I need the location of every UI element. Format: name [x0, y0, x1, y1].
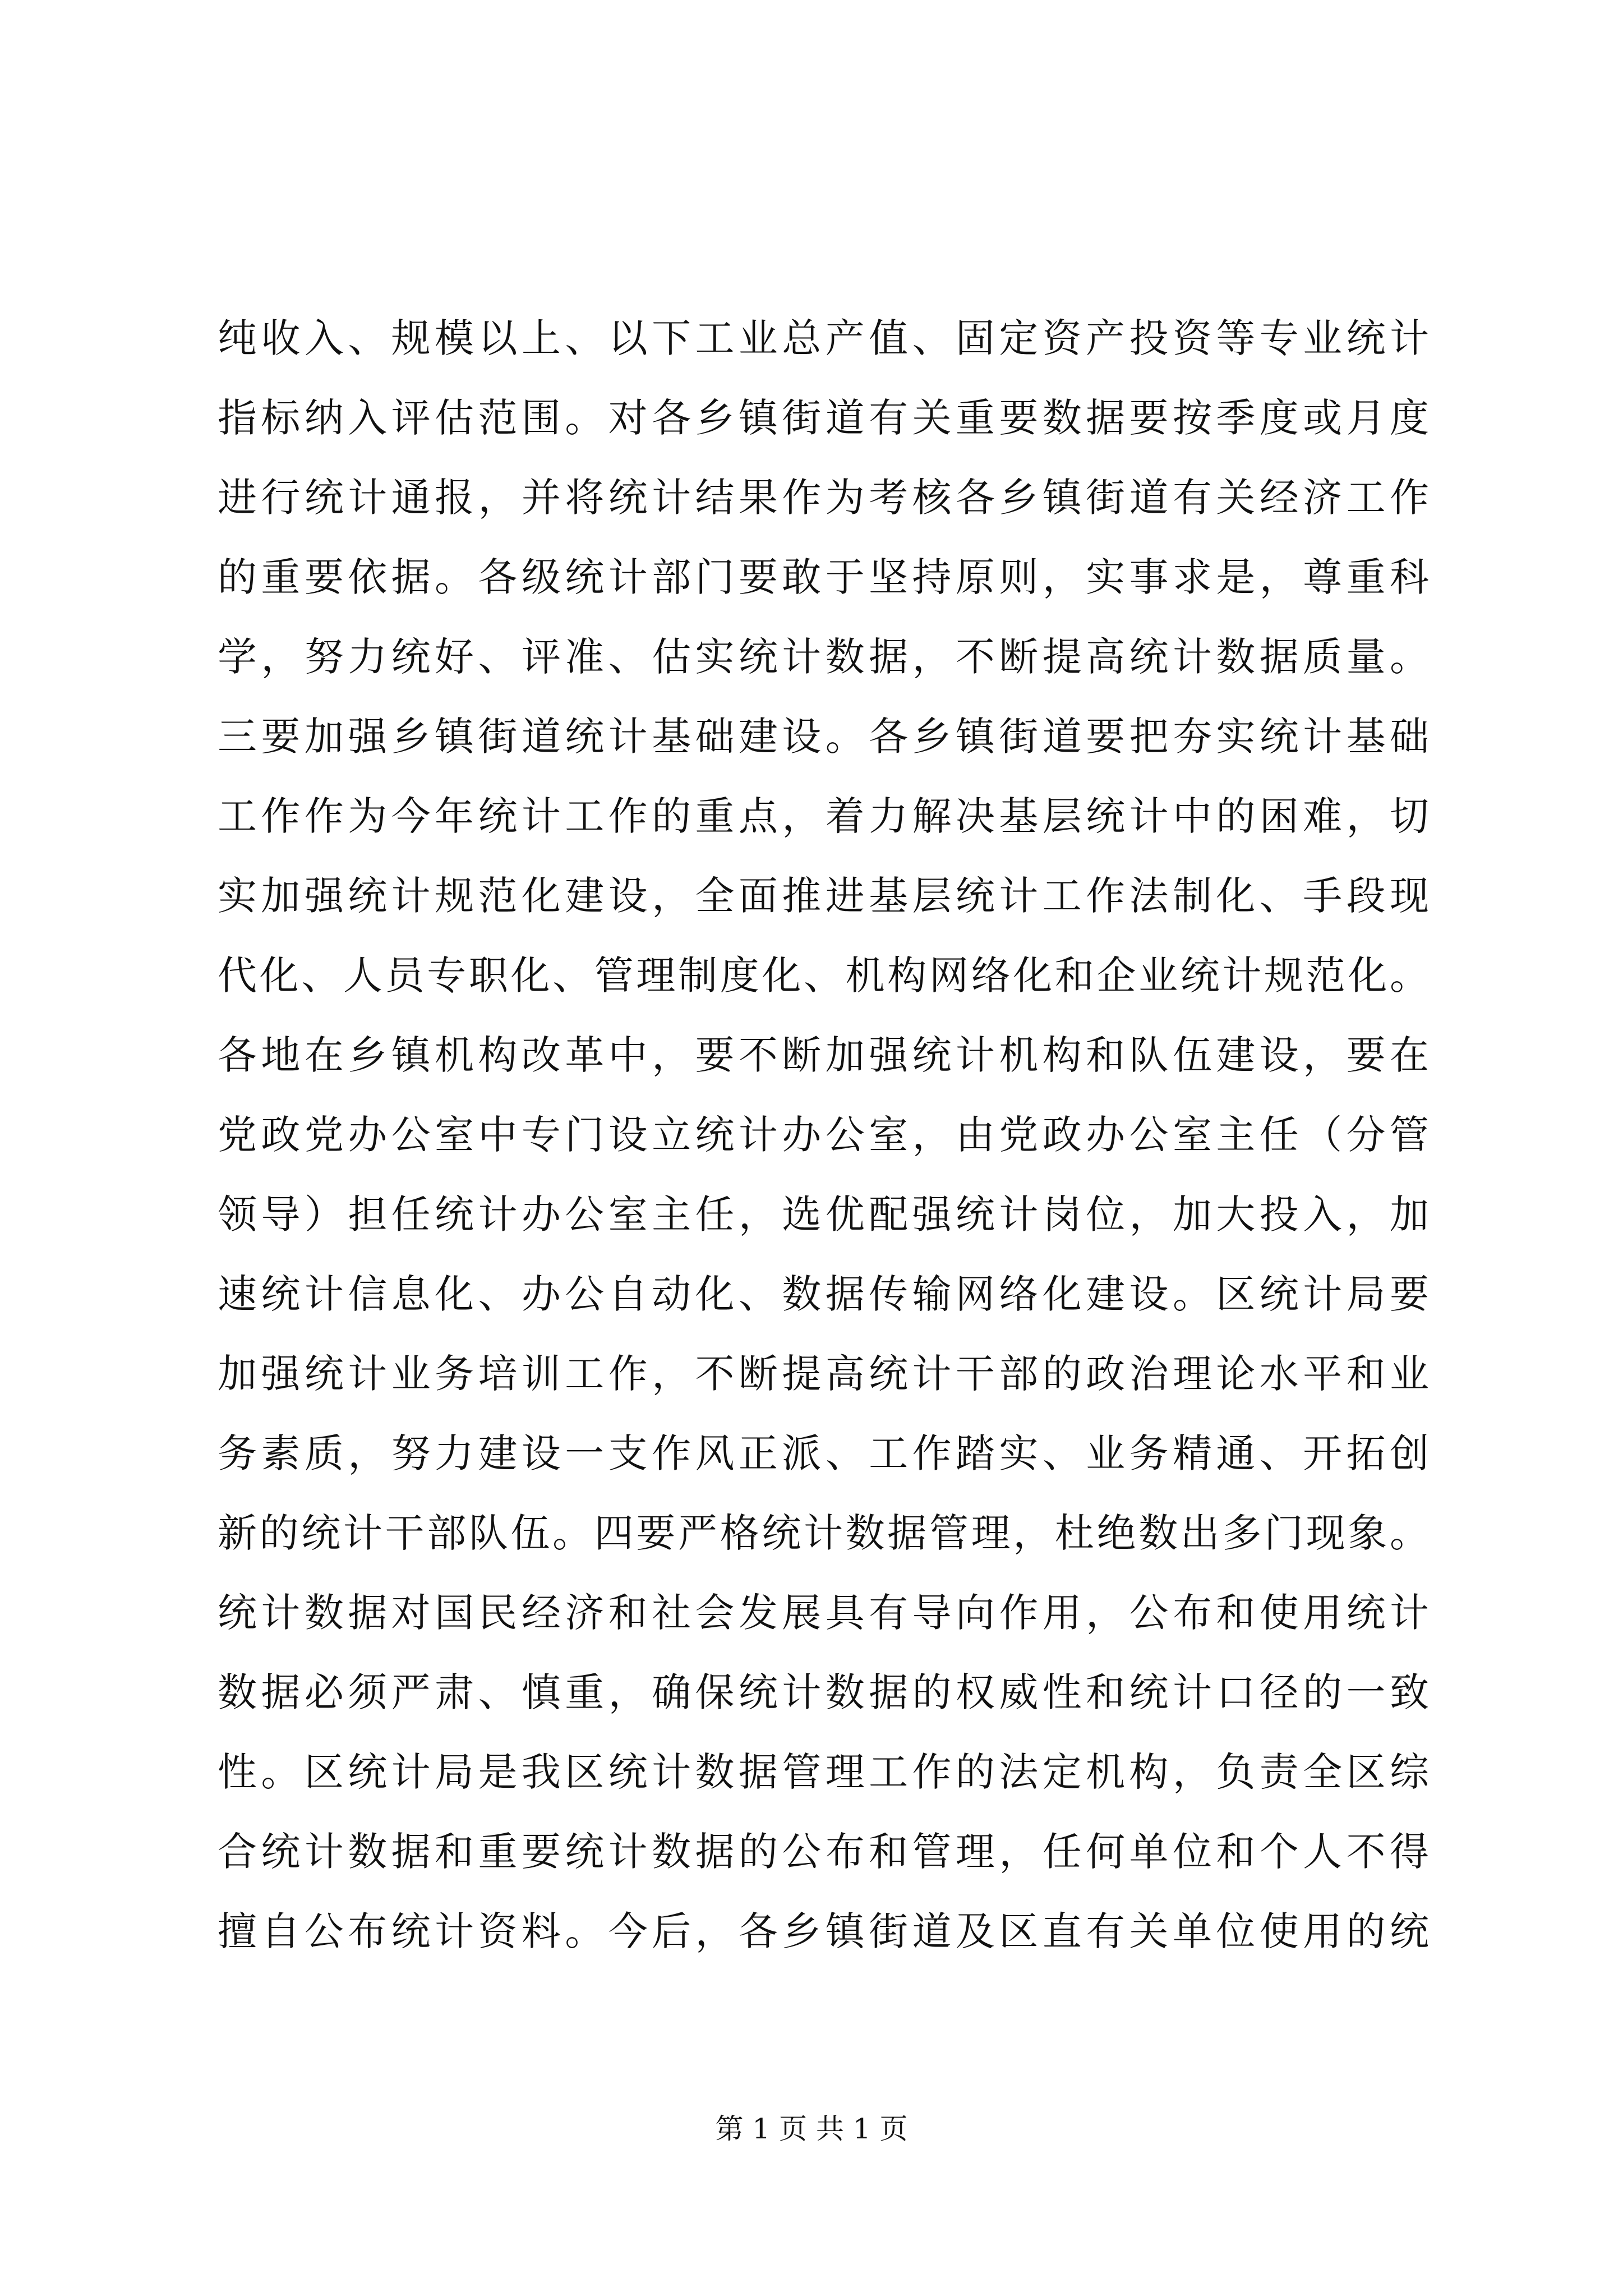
text-line: 速统计信息化、办公自动化、数据传输网络化建设。区统计局要: [218, 1271, 1429, 1317]
text-line: 的重要依据。各级统计部门要敢于坚持原则，实事求是，尊重科: [218, 554, 1429, 600]
text-line: 三要加强乡镇街道统计基础建设。各乡镇街道要把夯实统计基础: [218, 714, 1429, 760]
text-line: 学，努力统好、评准、估实统计数据，不断提高统计数据质量。: [218, 634, 1429, 680]
text-line: 数据必须严肃、慎重，确保统计数据的权威性和统计口径的一致: [218, 1669, 1429, 1715]
text-line: 加强统计业务培训工作，不断提高统计干部的政治理论水平和业: [218, 1351, 1429, 1397]
text-line: 领导）担任统计办公室主任，选优配强统计岗位，加大投入，加: [218, 1191, 1429, 1237]
text-line: 工作作为今年统计工作的重点，着力解决基层统计中的困难，切: [218, 793, 1429, 839]
text-line: 实加强统计规范化建设，全面推进基层统计工作法制化、手段现: [218, 873, 1429, 919]
page-footer: 第 1 页 共 1 页: [715, 2113, 908, 2145]
text-line: 新的统计干部队伍。四要严格统计数据管理，杜绝数出多门现象。: [218, 1510, 1429, 1556]
body-text: [218, 298, 1429, 1971]
text-line: 务素质，努力建设一支作风正派、工作踏实、业务精通、开拓创: [218, 1430, 1429, 1476]
text-line: 指标纳入评估范围。对各乡镇街道有关重要数据要按季度或月度: [218, 395, 1429, 441]
text-line: 党政党办公室中专门设立统计办公室，由党政办公室主任（分管: [218, 1112, 1429, 1158]
text-line: 统计数据对国民经济和社会发展具有导向作用，公布和使用统计: [218, 1590, 1429, 1636]
text-line: 各地在乡镇机构改革中，要不断加强统计机构和队伍建设，要在: [218, 1032, 1429, 1078]
text-line: 擅自公布统计资料。今后，各乡镇街道及区直有关单位使用的统: [218, 1908, 1429, 1954]
text-line: 纯收入、规模以上、以下工业总产值、固定资产投资等专业统计: [218, 315, 1429, 361]
text-line: 合统计数据和重要统计数据的公布和管理，任何单位和个人不得: [218, 1829, 1429, 1875]
text-line: 性。区统计局是我区统计数据管理工作的法定机构，负责全区综: [218, 1749, 1429, 1795]
text-line: 进行统计通报，并将统计结果作为考核各乡镇街道有关经济工作: [218, 475, 1429, 521]
text-line: 代化、人员专职化、管理制度化、机构网络化和企业统计规范化。: [218, 953, 1429, 999]
